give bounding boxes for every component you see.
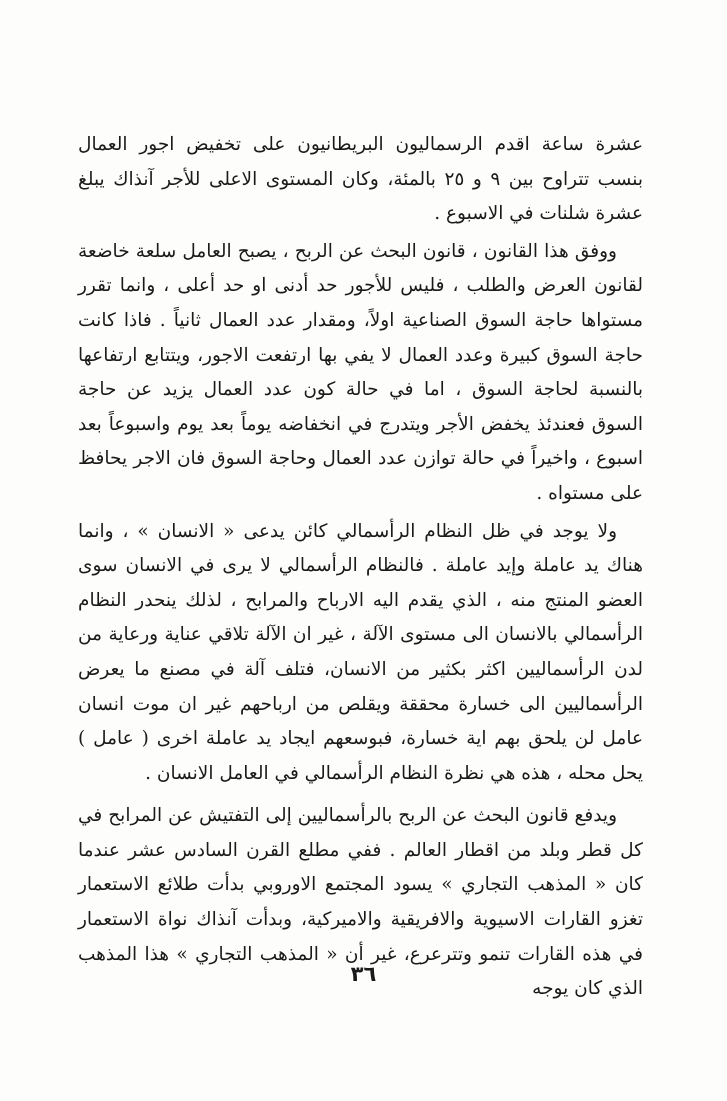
paragraph-4: ويدفع قانون البحث عن الربح بالرأسماليين إلى التفتيش عن المرابح في كل قطر وبلد من اقطار العالم . ففي مطلع القرن السادس عشر عندما كان « المذهب التجاري » يسود المجتمع الاوروبي بدأت طلائع الاستعمار تغزو القارات الاسيوية والافريقية والاميركية، وبدأت آنذاك نواة الاستعمار في هذه القارات تنمو وتترعرع، غير أن « المذهب التجاري » هذا المذهب الذي كان يوجه [78,805,643,1000]
body-text [78,128,643,1007]
paragraph-3: ولا يوجد في ظل النظام الرأسمالي كائن يدعى « الانسان » ، وانما هناك يد عاملة وإيد عاملة . فالنظام الرأسمالي لا يرى في الانسان سوى العضو المنتج منه ، الذي يقدم اليه الارباح والمرابح ، لذلك ينحدر النظام الرأسمالي بالانسان الى مستوى الآلة ، غير ان الآلة تلاقي عناية ورعاية من لدن الرأسماليين اكثر بكثير من الانسان، فتلف آلة في مصنع ما يعرض الرأسماليين الى خسارة محققة ويقلص من ارباحهم غير ان موت انسان عامل لن يلحق بهم اية خسارة، فبوسعهم ايجاد يد عاملة اخرى ( عامل ) يحل محله ، هذه هي نظرة النظام الرأسمالي في العامل الانسان . [78,520,643,784]
paragraph-1: عشرة ساعة اقدم الرسماليون البريطانيون على تخفيض اجور العمال بنسب تتراوح بين ٩ و ٢٥ بالمئة، وكان المستوى الاعلى للأجر آنذاك يبلغ عشرة شلنات في الاسبوع . [78,134,644,225]
paragraph-2: ووفق هذا القانون ، قانون البحث عن الربح ، يصبح العامل سلعة خاضعة لقانون العرض والطلب ، فليس للأجور حد أدنى او حد أعلى ، وانما تقرر مستواها حاجة السوق الصناعية اولاً، ومقدار عدد العمال ثانياً . فاذا كانت حاجة السوق كبيرة وعدد العمال لا يفي بها ارتفعت الاجور، ويتتابع ارتفاعها بالنسبة لحاجة السوق ، اما في حالة كون عدد العمال يزيد عن حاجة السوق فعندئذ يخفض الأجر ويتدرج في انخفاضه يوماً بعد يوم واسبوعاً بعد اسبوع ، واخيراً في حالة توازن عدد العمال وحاجة السوق فان الاجر يحافظ على مستواه . [78,240,643,504]
page-number: ٣٦ [350,962,377,986]
